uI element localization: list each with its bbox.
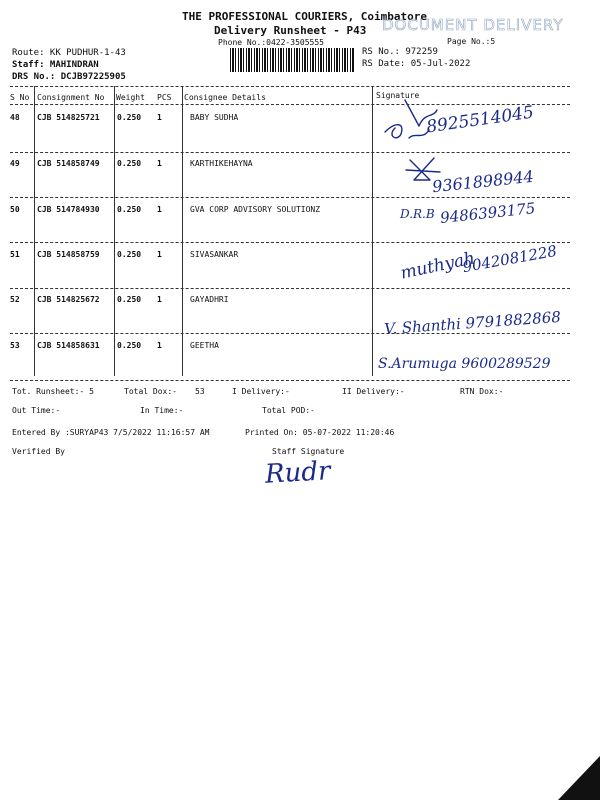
row-weight: 0.250 bbox=[117, 205, 142, 214]
row-rule bbox=[10, 242, 570, 243]
out-time: Out Time:- bbox=[12, 406, 61, 415]
staff-signature: Rudr bbox=[264, 456, 332, 490]
column-header-pcs: PCS bbox=[157, 93, 172, 102]
row-pcs: 1 bbox=[157, 250, 162, 259]
column-header-consignee: Consignee Details bbox=[184, 93, 266, 102]
handwritten-phone: 8925514045 bbox=[425, 102, 536, 138]
row-sno: 49 bbox=[10, 159, 20, 168]
verified-by: Verified By bbox=[12, 447, 65, 456]
staff-name: Staff: MAHINDRAN bbox=[12, 60, 99, 70]
total-dox-label: Total Dox:- bbox=[124, 387, 177, 396]
row-pcs: 1 bbox=[157, 205, 162, 214]
row-consignment: CJB 514858749 bbox=[37, 159, 100, 168]
handwritten-name: muthyah bbox=[398, 248, 477, 284]
scan-corner-mark bbox=[558, 756, 600, 800]
handwritten-name-phone: V. Shanthi 9791882868 bbox=[383, 307, 562, 339]
row-pcs: 1 bbox=[157, 341, 162, 350]
row-pcs: 1 bbox=[157, 159, 162, 168]
row-rule bbox=[10, 197, 570, 198]
row-consignee: KARTHIKEHAYNA bbox=[190, 159, 253, 168]
row-sno: 52 bbox=[10, 295, 20, 304]
handwritten-initials: D.R.B bbox=[400, 207, 435, 221]
handwritten-phone: 9486393175 bbox=[439, 199, 537, 227]
row-consignee: GEETHA bbox=[190, 341, 219, 350]
handwritten-phone: 9361898944 bbox=[431, 166, 535, 197]
total-pod: Total POD:- bbox=[262, 406, 315, 415]
row-consignment: CJB 514825672 bbox=[37, 295, 100, 304]
column-header-signature: Signature bbox=[376, 91, 420, 100]
column-header-consignment: Consignment No bbox=[37, 93, 105, 102]
rs-date: RS Date: 05-Jul-2022 bbox=[362, 59, 471, 69]
staff-signature-label: Staff Signature bbox=[272, 447, 345, 456]
in-time: In Time:- bbox=[140, 406, 184, 415]
row-consignment: CJB 514784930 bbox=[37, 205, 100, 214]
row-weight: 0.250 bbox=[117, 250, 142, 259]
row-consignee: BABY SUDHA bbox=[190, 113, 239, 122]
table-top-rule bbox=[10, 86, 570, 87]
company-name: THE PROFESSIONAL COURIERS, Coimbatore bbox=[182, 10, 428, 23]
route: Route: KK PUDHUR-1-43 bbox=[12, 48, 126, 58]
column-header-weight: Weight bbox=[116, 93, 145, 102]
column-header-sno: S No bbox=[10, 93, 30, 102]
row-sno: 48 bbox=[10, 113, 20, 122]
row-consignee: GVA CORP ADVISORY SOLUTIONZ bbox=[190, 205, 321, 214]
row-weight: 0.250 bbox=[117, 113, 142, 122]
row-weight: 0.250 bbox=[117, 341, 142, 350]
rs-number: RS No.: 972259 bbox=[362, 47, 438, 57]
row-weight: 0.250 bbox=[117, 159, 142, 168]
rtn-dox: RTN Dox:- bbox=[460, 387, 504, 396]
document-delivery-stamp: DOCUMENT DELIVERY bbox=[382, 16, 564, 34]
row-consignment: CJB 514858631 bbox=[37, 341, 100, 350]
row-sno: 50 bbox=[10, 205, 20, 214]
row-consignment: CJB 514825721 bbox=[37, 113, 100, 122]
row-rule bbox=[10, 333, 570, 334]
handwritten-name-phone: S.Arumuga 9600289529 bbox=[378, 356, 551, 372]
drs-number: DRS No.: DCJB97225905 bbox=[12, 72, 126, 82]
printed-on: Printed On: 05-07-2022 11:20:46 bbox=[245, 428, 395, 437]
total-runsheet: Tot. Runsheet:- 5 bbox=[12, 387, 94, 396]
row-rule bbox=[10, 288, 570, 289]
ii-delivery: II Delivery:- bbox=[342, 387, 405, 396]
row-rule bbox=[10, 152, 570, 153]
total-dox-value: 53 bbox=[195, 387, 205, 396]
runsheet-title: Delivery Runsheet - P43 bbox=[214, 24, 367, 37]
phone-number: Phone No.:0422-3505555 bbox=[218, 38, 324, 47]
row-sno: 53 bbox=[10, 341, 20, 350]
row-weight: 0.250 bbox=[117, 295, 142, 304]
row-sno: 51 bbox=[10, 250, 20, 259]
entered-by: Entered By :SURYAP43 7/5/2022 11:16:57 AM bbox=[12, 428, 210, 437]
row-pcs: 1 bbox=[157, 295, 162, 304]
table-bottom-rule bbox=[10, 380, 570, 381]
i-delivery: I Delivery:- bbox=[232, 387, 290, 396]
barcode bbox=[230, 48, 355, 72]
row-consignment: CJB 514858759 bbox=[37, 250, 100, 259]
row-consignee: SIVASANKAR bbox=[190, 250, 239, 259]
page-number: Page No.:5 bbox=[447, 37, 496, 46]
row-pcs: 1 bbox=[157, 113, 162, 122]
handwritten-phone: 9042081228 bbox=[461, 241, 559, 277]
row-consignee: GAYADHRI bbox=[190, 295, 229, 304]
